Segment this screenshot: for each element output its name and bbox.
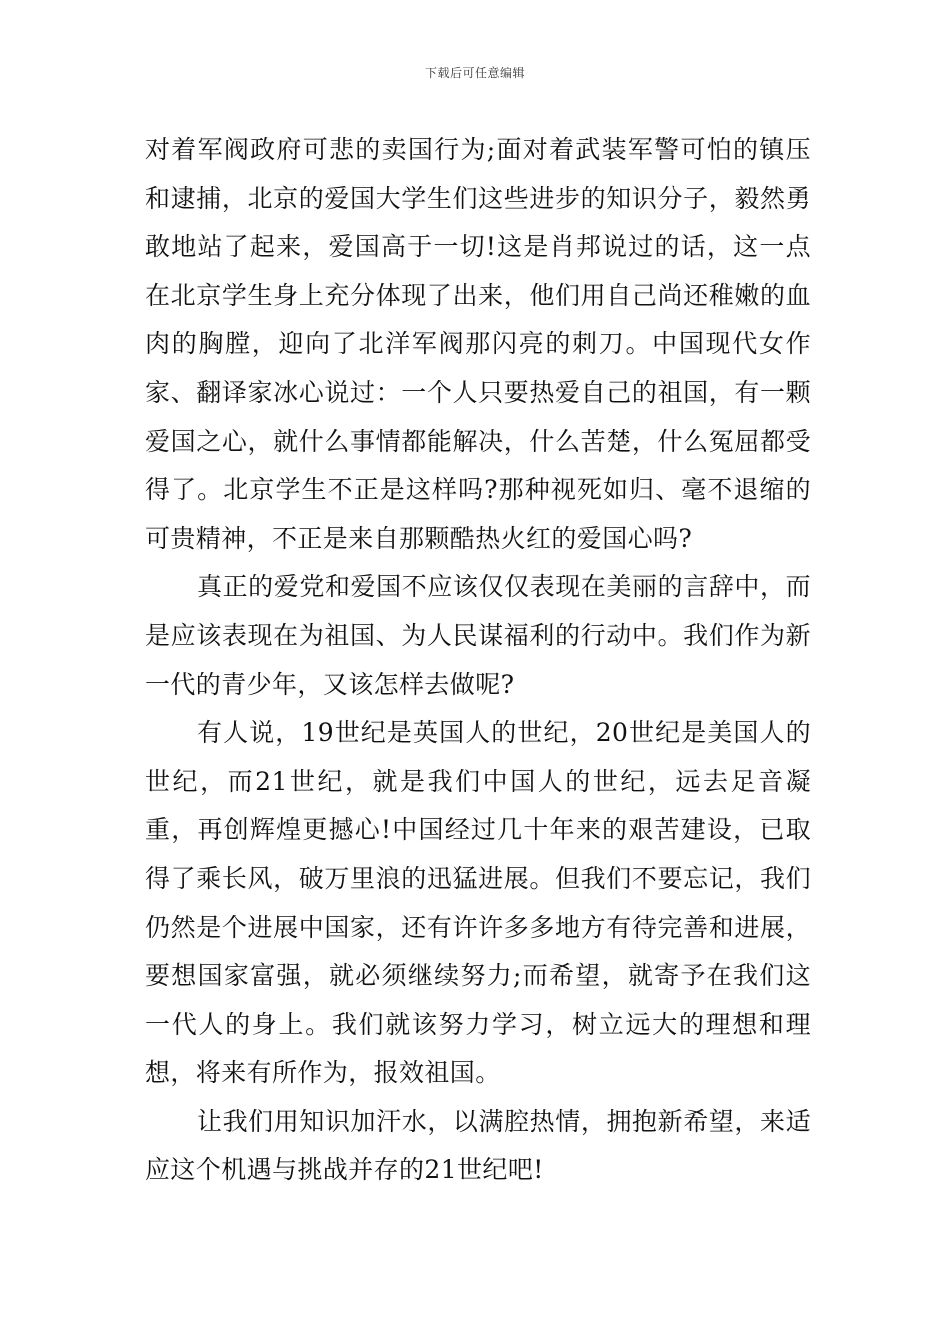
paragraph-1: 对着军阀政府可悲的卖国行为;面对着武装军警可怕的镇压和逮捕，北京的爱国大学生们这些进步的知识分子，毅然勇敢地站了起来，爱国高于一切!这是肖邦说过的话，这一点在北京学生身上充分体现了出来，他们用自己尚还稚嫩的血肉的胸膛，迎向了北洋军阀那闪亮的刺刀。中国现代女作家、翻译家冰心说过：一个人只要热爱自己的祖国，有一颗爱国之心，就什么事情都能解决，什么苦楚，什么冤屈都受得了。北京学生不正是这样吗?那种视死如归、毫不退缩的可贵精神，不正是来自那颗酷热火红的爱国心吗? (145, 135, 811, 553)
paragraph-2: 真正的爱党和爱国不应该仅仅表现在美丽的言辞中，而是应该表现在为祖国、为人民谋福利的行动中。我们作为新一代的青少年，又该怎样去做呢? (145, 572, 811, 699)
document-body (145, 126, 811, 1195)
paragraph-3: 有人说，19世纪是英国人的世纪，20世纪是美国人的世纪，而21世纪，就是我们中国人的世纪，远去足音凝重，再创辉煌更撼心!中国经过几十年来的艰苦建设，已取得了乘长风，破万里浪的迅猛进展。但我们不要忘记，我们仍然是个进展中国家，还有许许多多地方有待完善和进展，要想国家富强，就必须继续努力;而希望，就寄予在我们这一代人的身上。我们就该努力学习，树立远大的理想和理想，将来有所作为，报效祖国。 (145, 718, 811, 1088)
paragraph-4: 让我们用知识加汗水，以满腔热情，拥抱新希望，来适应这个机遇与挑战并存的21世纪吧! (145, 1106, 811, 1185)
page-header: 下载后可任意编辑 (424, 66, 525, 80)
